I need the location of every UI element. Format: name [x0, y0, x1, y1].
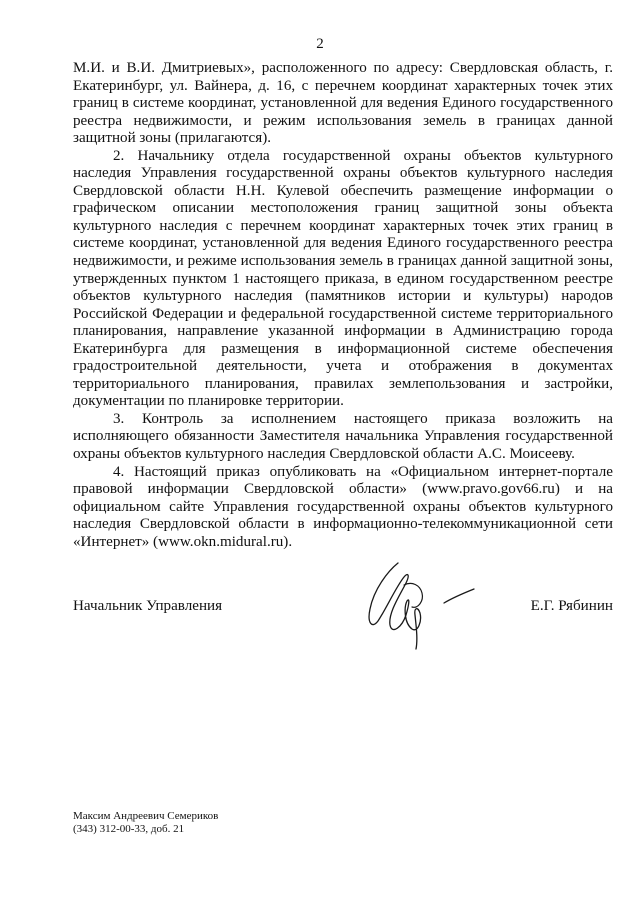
paragraph-item-4: 4. Настоящий приказ опубликовать на «Официальном интернет-портале правовой информации Свердловской области» (www.pravo.gov66.ru) и на официальном сайте Управления государственной охраны объектов культурного наследия Свердловской области в информационно-телекоммуникационной сети «Интернет» (www.okn.midural.ru). — [73, 463, 613, 550]
paragraph-item-2: 2. Начальнику отдела государственной охраны объектов культурного наследия Управления государственной охраны объектов культурного наследия Свердловской области Н.Н. Кулевой обеспечить размещение информации о графическом описании местоположения границ защитной зоны объекта культурного наследия с перечнем координат характерных точек этих границ в системе координат, установленной для ведения Единого государственного реестра недвижимости, и режиме использования земель в границах данной защитной зоны, утвержденных пунктом 1 настоящего приказа, в едином государственном реестре объектов культурного наследия (памятников истории и культуры) народов Российской Федерации и федеральной государственной системе территориального планирования, направление указанной информации в Администрацию города Екатеринбурга для размещения в информационной системе обеспечения градостроительной деятельности, учета и отображения в документах территориального планирования, правилах землепользования и застройки, документации по планировке территории. — [73, 147, 613, 410]
signatory-title: Начальник Управления — [73, 598, 223, 614]
signatory-name: Е.Г. Рябинин — [530, 598, 613, 614]
document-body — [73, 60, 613, 551]
executor-name: Максим Андреевич Семериков — [73, 810, 219, 822]
page-number: 2 — [316, 36, 324, 52]
signature-block — [73, 597, 613, 617]
handwritten-signature — [360, 555, 485, 655]
paragraph-item-3: 3. Контроль за исполнением настоящего приказа возложить на исполняющего обязанности Заместителя начальника Управления государственной охраны объектов культурного наследия Свердловской области А.С. Моисееву. — [73, 410, 613, 463]
paragraph-continuation: М.И. и В.И. Дмитриевых», расположенного по адресу: Свердловская область, г. Екатеринбург, ул. Вайнера, д. 16, с перечнем координат характерных точек этих границ в системе координат, установленной для ведения Единого государственного реестра недвижимости, и режим использования земель в границах данной защитной зоны (прилагаются). — [73, 60, 613, 147]
executor-phone: (343) 312-00-33, доб. 21 — [73, 823, 185, 835]
executor-info — [73, 810, 218, 836]
